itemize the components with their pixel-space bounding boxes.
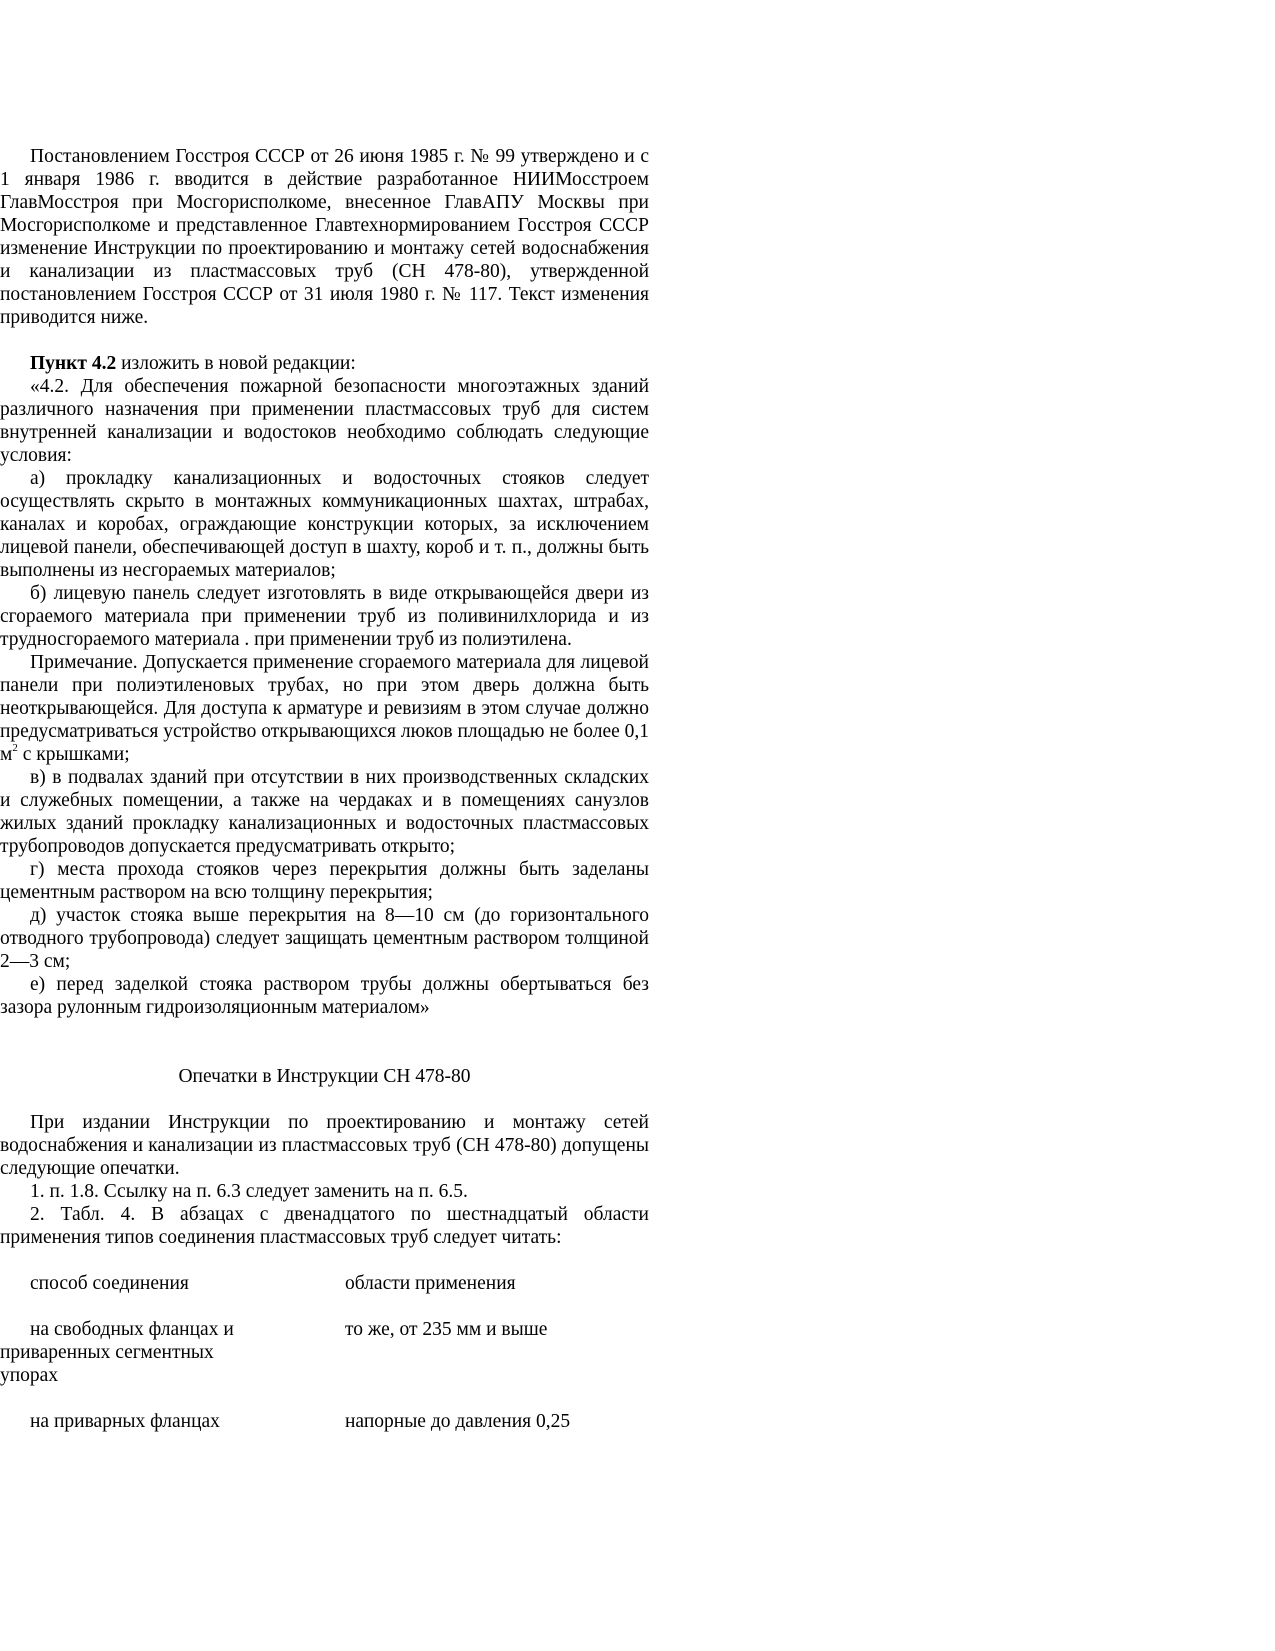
item-a: а) прокладку канализационных и водосточных стояков следует осуществлять скрыто в монтажных коммуникационных шахтах, штрабах, каналах и коробах, ограждающие конструкции которых, за исключением лицевой панели, обеспечивающей доступ в шахту, короб и т. п., должны быть выполнены из несгораемых материалов;: [0, 468, 649, 581]
spacer: [0, 1019, 649, 1065]
intro-paragraph: Постановлением Госстроя СССР от 26 июня 1985 г. № 99 утверждено и с 1 января 1986 г. вводится в действие разработанное НИИМосстроем ГлавМосстроя при Мосгорисполкоме, внесенное ГлавАПУ Москвы при Мосгорисполкоме и представленное Главтехнормированием Госстроя СССР изменение Инструкции по проектированию и монтажу сетей водоснабжения и канализации из пластмассовых труб (СН 478-80), утвержденной постановлением Госстроя СССР от 31 июля 1980 г. № 117. Текст изменения приводится ниже.: [0, 146, 649, 328]
table-row: [0, 1410, 649, 1433]
item-v: в) в подвалах зданий при отсутствии в них производственных складских и служебных помещении, а также на чердаках и в помещениях санузлов жилых зданий прокладку канализационных и водосточных пластмассовых трубопроводов допускается предусматривать открыто;: [0, 767, 649, 857]
item-d: д) участок стояка выше перекрытия на 8—10 см (до горизонтального отводного трубопровода) следует защищать цементным раствором толщиной 2—3 см;: [0, 905, 649, 972]
spacer: [0, 329, 649, 352]
spacer: [0, 1088, 649, 1111]
item-b: б) лицевую панель следует изготовлять в виде открывающейся двери из сгораемого материала при применении труб из поливинилхлорида и из трудносгораемого материала . при применении труб из полиэтилена.: [0, 583, 649, 650]
table-header-application: области применения: [345, 1273, 516, 1294]
errata-item-2: 2. Табл. 4. В абзацах с двенадцатого по шестнадцатый области применения типов соединения пластмассовых труб следует читать:: [0, 1204, 649, 1248]
table-header-row: [0, 1272, 649, 1295]
errata-table: [0, 1272, 649, 1433]
item-e: е) перед заделкой стояка раствором трубы должны обертываться без зазора рулонным гидроизоляционным материалом»: [0, 974, 649, 1018]
table-cell-application: напорные до давления 0,25: [345, 1411, 571, 1432]
note-tail: с крышками;: [17, 744, 130, 765]
table-cell-method: на свободных фланцах и приваренных сегментных упорах: [0, 1319, 234, 1386]
table-header-method: способ соединения: [30, 1273, 189, 1294]
table-cell-application: то же, от 235 мм и выше: [345, 1319, 548, 1340]
errata-item-1: 1. п. 1.8. Ссылку на п. 6.3 следует заменить на п. 6.5.: [30, 1181, 468, 1202]
spacer: [0, 1387, 649, 1410]
note-text: Примечание. Допускается применение сгораемого материала для лицевой панели при полиэтиленовых трубах, но при этом дверь должна быть неоткрывающейся. Для доступа к арматуре и ревизиям в этом случае должно предусматриваться устройство открывающихся люков площадью не более 0,1 м: [0, 652, 649, 765]
table-row: [0, 1318, 649, 1387]
table-cell-method: на приварных фланцах: [30, 1411, 220, 1432]
spacer: [0, 1295, 649, 1318]
errata-heading: Опечатки в Инструкции СН 478-80: [178, 1066, 471, 1087]
point-4-2-paragraph: [0, 352, 649, 375]
document-page: [0, 145, 649, 1433]
note-paragraph: [0, 651, 649, 766]
errata-intro: При издании Инструкции по проектированию и монтажу сетей водоснабжения и канализации из пластмассовых труб (СН 478-80) допущены следующие опечатки.: [0, 1112, 649, 1179]
point-rest: изложить в новой редакции:: [116, 353, 356, 374]
item-g: г) места прохода стояков через перекрытия должны быть заделаны цементным раствором на всю толщину перекрытия;: [0, 859, 649, 903]
clause-4-2: «4.2. Для обеспечения пожарной безопасности многоэтажных зданий различного назначения при применении пластмассовых труб для систем внутренней канализации и водостоков необходимо соблюдать следующие условия:: [0, 376, 649, 466]
point-label: Пункт 4.2: [30, 353, 117, 374]
spacer: [0, 1249, 649, 1272]
note-superscript: 2: [12, 741, 18, 754]
